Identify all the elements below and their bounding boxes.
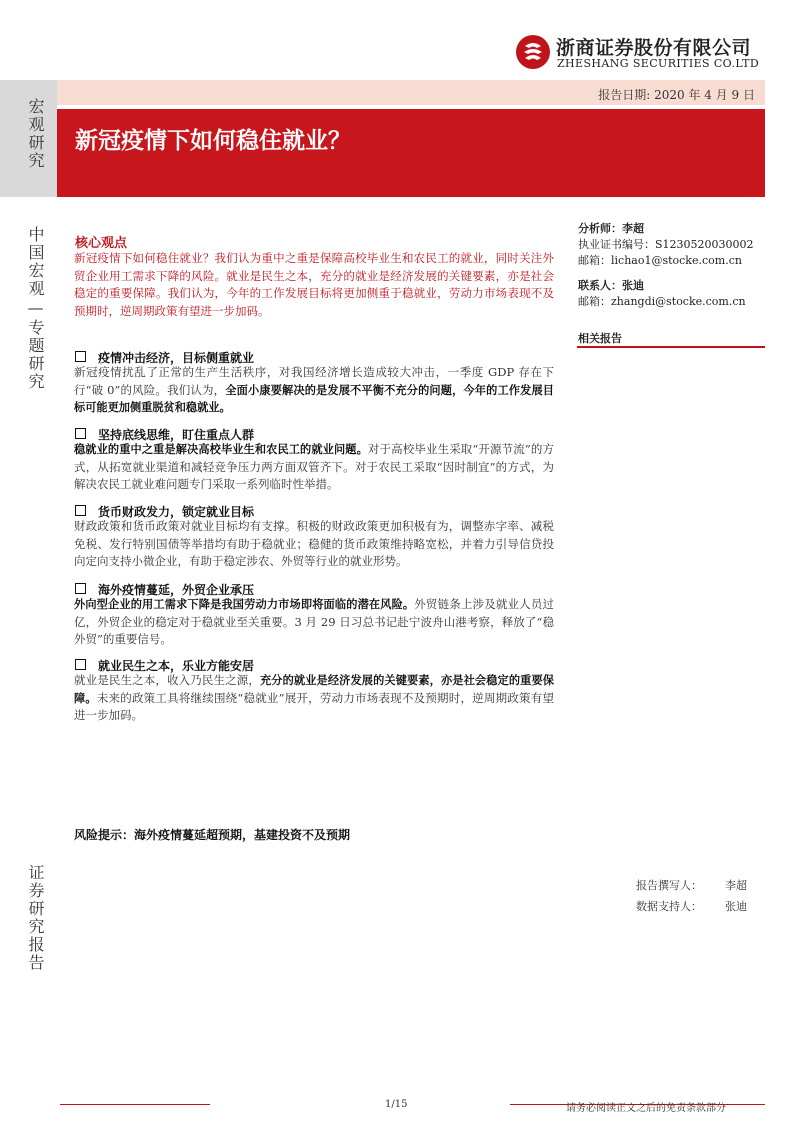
related-reports-heading: 相关报告 (578, 332, 622, 345)
analyst-line: 分析师：李超 (578, 222, 644, 235)
data-support: 张迪 (725, 900, 747, 913)
report-writer-label: 报告撰写人： (636, 879, 702, 892)
report-type-label: 证券研究报告 (26, 864, 45, 972)
divider (577, 346, 765, 348)
footer-divider (60, 1104, 210, 1105)
company-name-cn: 浙商证券股份有限公司 (556, 37, 752, 59)
risk-warning: 风险提示：海外疫情蔓延超预期，基建投资不及预期 (74, 828, 351, 842)
category-label: 宏观研究 (26, 98, 45, 170)
report-date: 报告日期: 2020 年 4 月 9 日 (598, 88, 755, 102)
checkbox-bullet-icon (75, 659, 86, 670)
section-paragraph: 就业是民生之本，收入乃民生之源，充分的就业是经济发展的关键要素，亦是社会稳定的重要保障。未来的政策工具将继续围绕“稳就业”展开，劳动力市场表现不及预期时，逆周期政策有望进一步加码。 (74, 673, 554, 722)
company-name-en: ZHESHANG SECURITIES CO.LTD (557, 57, 760, 70)
report-title: 新冠疫情下如何稳住就业？ (75, 128, 351, 154)
company-logo-icon (516, 35, 550, 69)
section-paragraph: 稳就业的重中之重是解决高校毕业生和农民工的就业问题。对于高校毕业生采取“开源节流”的方式，从拓宽就业渠道和减轻竞争压力两方面双管齐下。对于农民工采取“因时制宜”的方式，为解决农民工就业难问题专门采取一系列临时性举措。 (74, 442, 554, 491)
contact-email[interactable]: 邮箱：zhangdi@stocke.com.cn (578, 295, 746, 308)
checkbox-bullet-icon (75, 428, 86, 439)
analyst-email[interactable]: 邮箱：lichao1@stocke.com.cn (578, 254, 742, 267)
series-label: 中国宏观—专题研究 (26, 226, 45, 391)
contact-line: 联系人：张迪 (578, 279, 644, 292)
checkbox-bullet-icon (75, 505, 86, 516)
section-heading: 疫情冲击经济，目标侧重就业 (75, 349, 254, 366)
section-paragraph: 外向型企业的用工需求下降是我国劳动力市场即将面临的潜在风险。外贸链条上涉及就业人员过亿，外贸企业的稳定对于稳就业至关重要。3 月 29 日习总书记赴宁波舟山港考察，释放了“稳外贸”的重要信号。 (74, 597, 554, 646)
core-view-heading: 核心观点 (75, 236, 128, 251)
section-paragraph: 财政政策和货币政策对就业目标均有支撑。积极的财政政策更加积极有为，调整赤字率、减税免税、发行特别国债等举措均有助于稳就业；稳健的货币政策维持略宽松，并着力引导信贷投向定向支持小微企业，有助于稳定涉农、外贸等行业的就业形势。 (74, 519, 554, 568)
core-view-text: 新冠疫情下如何稳住就业？我们认为重中之重是保障高校毕业生和农民工的就业，同时关注外贸企业用工需求下降的风险。就业是民生之本，充分的就业是经济发展的关键要素，亦是社会稳定的重要保障。我们认为，今年的工作发展目标将更加侧重于稳就业，劳动力市场表现不及预期时，逆周期政策有望进一步加码。 (74, 251, 554, 318)
checkbox-bullet-icon (75, 351, 86, 362)
footer-disclaimer: 请务必阅读正文之后的免责条款部分 (566, 1103, 726, 1114)
page-number: 1/15 (385, 1099, 408, 1110)
section-heading: 坚持底线思维，盯住重点人群 (75, 426, 254, 443)
section-paragraph: 新冠疫情扰乱了正常的生产生活秩序，对我国经济增长造成较大冲击，一季度 GDP 存在下行“破 0”的风险。我们认为，全面小康要解决的是发展不平衡不充分的问题，今年的工作发展目标可能更加侧重脱贫和稳就业。 (74, 365, 554, 414)
checkbox-bullet-icon (75, 583, 86, 594)
cert-line: 执业证书编号：S1230520030002 (578, 238, 754, 251)
section-heading: 货币财政发力，锁定就业目标 (75, 503, 254, 520)
section-heading: 海外疫情蔓延，外贸企业承压 (75, 581, 254, 598)
section-heading: 就业民生之本，乐业方能安居 (75, 657, 254, 674)
data-support-label: 数据支持人： (636, 900, 702, 913)
report-writer: 李超 (725, 879, 747, 892)
